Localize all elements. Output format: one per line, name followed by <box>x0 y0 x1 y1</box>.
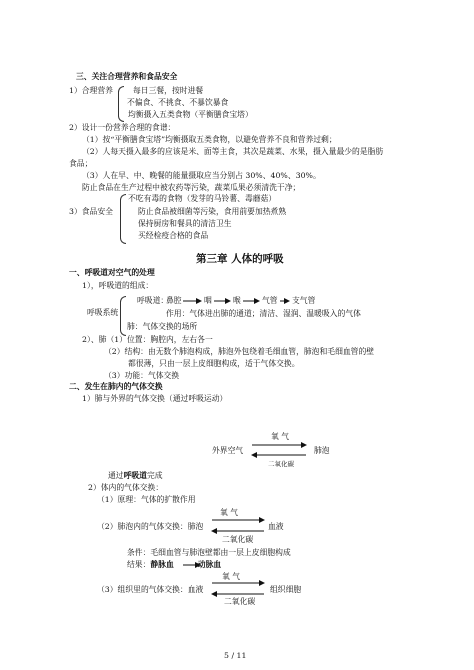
oxygen-label-2: 氧 气 <box>220 508 239 517</box>
food-safety-label: 3）食品安全 <box>69 207 113 216</box>
lung-role: 肺：气体交换的场所 <box>127 322 198 331</box>
page-number: 5 / 11 <box>224 651 247 660</box>
food-safety-line-2: 防止食品被细菌等污染，食用前要加热煮熟 <box>138 207 287 216</box>
lung-position: 2）、肺（1）位置：胸腔内，左右各一 <box>82 335 213 344</box>
organ-larynx: 喉 <box>233 296 241 305</box>
food-safety-line-3: 保持厨房和餐具的清洁卫生 <box>138 219 232 228</box>
lung-structure-a: （2）结构：由无数个肺泡构成，肺泡外包绕着毛细血管，肺泡和毛细血管的壁 <box>104 347 375 356</box>
nutrition-line-1: 每日三餐，按时进餐 <box>133 86 204 95</box>
blood-label: 血液 <box>268 522 284 531</box>
tissue-cells: 组织细胞 <box>270 585 302 594</box>
section-title-airway: 一、呼吸道对空气的处理 <box>69 268 155 277</box>
menu-design-2a: （2）人每天摄入最多的应该是米、面等主食，其次是蔬菜、水果，摄入量最少的是脂肪 <box>82 147 384 156</box>
diffusion-principle: （1）原理：气体的扩散作用 <box>97 495 196 504</box>
food-safety-note: 防止食品在生产过程中被农药等污染，蔬菜瓜果必须清洗干净； <box>82 183 301 192</box>
co2-label-1: 二氧化碳 <box>268 460 294 468</box>
exchange-result: 结果：静脉血 动脉血 <box>127 560 222 569</box>
airway-composition: 1），呼吸道的组成： <box>82 281 154 290</box>
organ-nasal-cavity: 鼻腔 <box>166 296 182 305</box>
internal-exchange: 2）体内的气体交换： <box>88 483 164 492</box>
organ-bronchi: 支气管 <box>292 296 316 305</box>
tissue-exchange: （3）组织里的气体交换：血液 <box>97 585 204 594</box>
nutrition-line-2: 不偏食、不挑食、不暴饮暴食 <box>127 98 229 107</box>
organ-pharynx: 咽 <box>204 296 212 305</box>
section-title-nutrition: 三、关注合理营养和食品安全 <box>76 72 178 81</box>
section-title-gas-exchange: 二、发生在肺内的气体交换 <box>69 382 163 391</box>
menu-design-1: （1）按“平衡膳食宝塔”均衡摄取五类食物，以避免营养不良和营养过剩； <box>82 135 337 144</box>
outside-air: 外界空气 <box>212 446 244 455</box>
co2-label-3: 二氧化碳 <box>224 597 256 606</box>
lung-structure-b: 都很薄，只由一层上皮细胞构成，适于气体交换。 <box>128 359 300 368</box>
airway-function: 作用：气体进出肺的通道；清洁、湿润、温暖吸入的气体 <box>166 309 361 318</box>
exchange-condition: 条件：毛细血管与肺泡壁都由一层上皮细胞构成 <box>127 548 291 557</box>
menu-design-2b: 食品； <box>69 159 93 168</box>
food-safety-line-4: 买经检疫合格的食品 <box>138 231 209 240</box>
menu-design-3: （3）人在早、中、晚餐的能量摄取应当分别占 30%、40%、30%。 <box>82 171 321 180</box>
nutrition-label: 1）合理营养 <box>69 86 113 95</box>
alveolar-exchange: （2）肺泡内的气体交换：肺泡 <box>97 522 204 531</box>
organ-trachea: 气管 <box>262 296 278 305</box>
chapter-title: 第三章 人体的呼吸 <box>196 253 284 265</box>
menu-design-title: 2）设计一份营养合理的食谱： <box>69 123 176 132</box>
external-exchange: 1）肺与外界的气体交换（通过呼吸运动） <box>82 394 228 403</box>
oxygen-label-3: 氧 气 <box>222 572 241 581</box>
respiratory-system-label: 呼吸系统 <box>87 308 119 317</box>
lung-function: （3）功能：气体交换 <box>104 371 180 380</box>
food-safety-line-1: 不吃有毒的食物（发芽的马铃薯、毒蘑菇） <box>128 194 277 203</box>
nutrition-line-3: 均衡摄入五类食物（平衡膳食宝塔） <box>128 110 253 119</box>
airway-label: 呼吸道： <box>137 296 169 305</box>
airway-complete: 通过呼吸道完成 <box>108 471 163 480</box>
co2-label-2: 二氧化碳 <box>222 535 254 544</box>
oxygen-label-1: 氧 气 <box>271 432 290 441</box>
alveoli-1: 肺泡 <box>314 446 330 455</box>
